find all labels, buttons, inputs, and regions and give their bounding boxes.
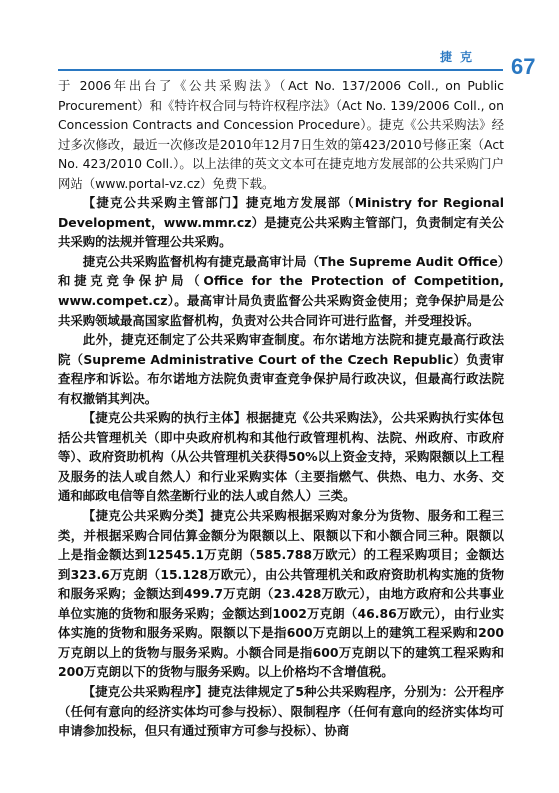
paragraph-authority: 【捷克公共采购主管部门】捷克地方发展部（Ministry for Regional Development，www.mmr.cz）是捷克公共采购主管部门，负责制定有关公共采购的法规并管理公共采购。: [58, 195, 504, 250]
body-text: [58, 76, 504, 741]
paragraph-classification: 【捷克公共采购分类】捷克公共采购根据采购对象分为货物、服务和工程三类，并根据采购合同估算金额分为限额以上、限额以下和小额合同三种。限额以上是指金额达到12545.1万克朗（585.788万欧元）的工程采购项目；金额达到323.6万克朗（15.128万欧元），由公共管理机关和政府资助机构实施的货物和服务采购；金额达到499.7万克朗（23.428万欧元），由地方政府和公共事业单位实施的货物和服务采购；金额达到1002万克朗（46.86万欧元），由行业实体实施的货物和服务采购。限额以下是指600万克朗以上的建筑工程采购和200万克朗以上的货物与服务采购。小额合同是指600万克朗以下的建筑工程采购和200万克朗以下的货物与服务采购。以上价格均不含增值税。: [58, 508, 504, 680]
page-header: [0, 0, 559, 80]
page-number: 67: [511, 54, 536, 79]
paragraph-law-history: 于 2006年出台了《公共采购法》（Act No. 137/2006 Coll., on Public Procurement）和《特许权合同与特许权程序法》（Act No. 139/2006 Coll., on Concession Contracts and Concession Procedure）。捷克《公共采购法》经过多次修改，最近一次修改是2010年12月7日生效的第423/2010号修正案（Act No. 423/2010 Coll.）。以上法律的英文文本可在捷克地方发展部的公共采购门户网站（www.portal-vz.cz）免费下载。: [58, 78, 504, 191]
paragraph-procedures: 【捷克公共采购程序】捷克法律规定了5种公共采购程序，分别为：公开程序（任何有意向的经济实体均可参与投标）、限制程序（任何有意向的经济实体均可申请参加投标，但只有通过预审方可参与投标）、协商: [58, 683, 504, 739]
paragraph-entities: 【捷克公共采购的执行主体】根据捷克《公共采购法》，公共采购执行实体包括公共管理机关（即中央政府机构和其他行政管理机构、法院、州政府、市政府等）、政府资助机构（从公共管理机关获得50%以上资金支持，采购限额以上工程及服务的法人或自然人）和行业采购实体（主要指燃气、供热、电力、水务、交通和邮政电信等自然垄断行业的法人或自然人）三类。: [58, 410, 504, 504]
paragraph-review: 此外，捷克还制定了公共采购审查制度。布尔诺地方法院和捷克最高行政法院（Supreme Administrative Court of the Czech Republic）负责审查程序和诉讼。布尔诺地方法院负责审查竞争保护局行政决议，但最高行政法院有权撤销其判决。: [58, 332, 504, 406]
paragraph-supervision: 捷克公共采购监督机构有捷克最高审计局（The Supreme Audit Office）和捷克竞争保护局（Office for the Protection of Competition, www.compet.cz）。最高审计局负责监督公共采购资金使用；竞争保护局是公共采购领域最高国家监督机构，负责对公共合同许可进行监督，并受理投诉。: [58, 253, 504, 328]
header-rule: [58, 69, 503, 71]
running-header-title: 捷克: [440, 50, 481, 64]
